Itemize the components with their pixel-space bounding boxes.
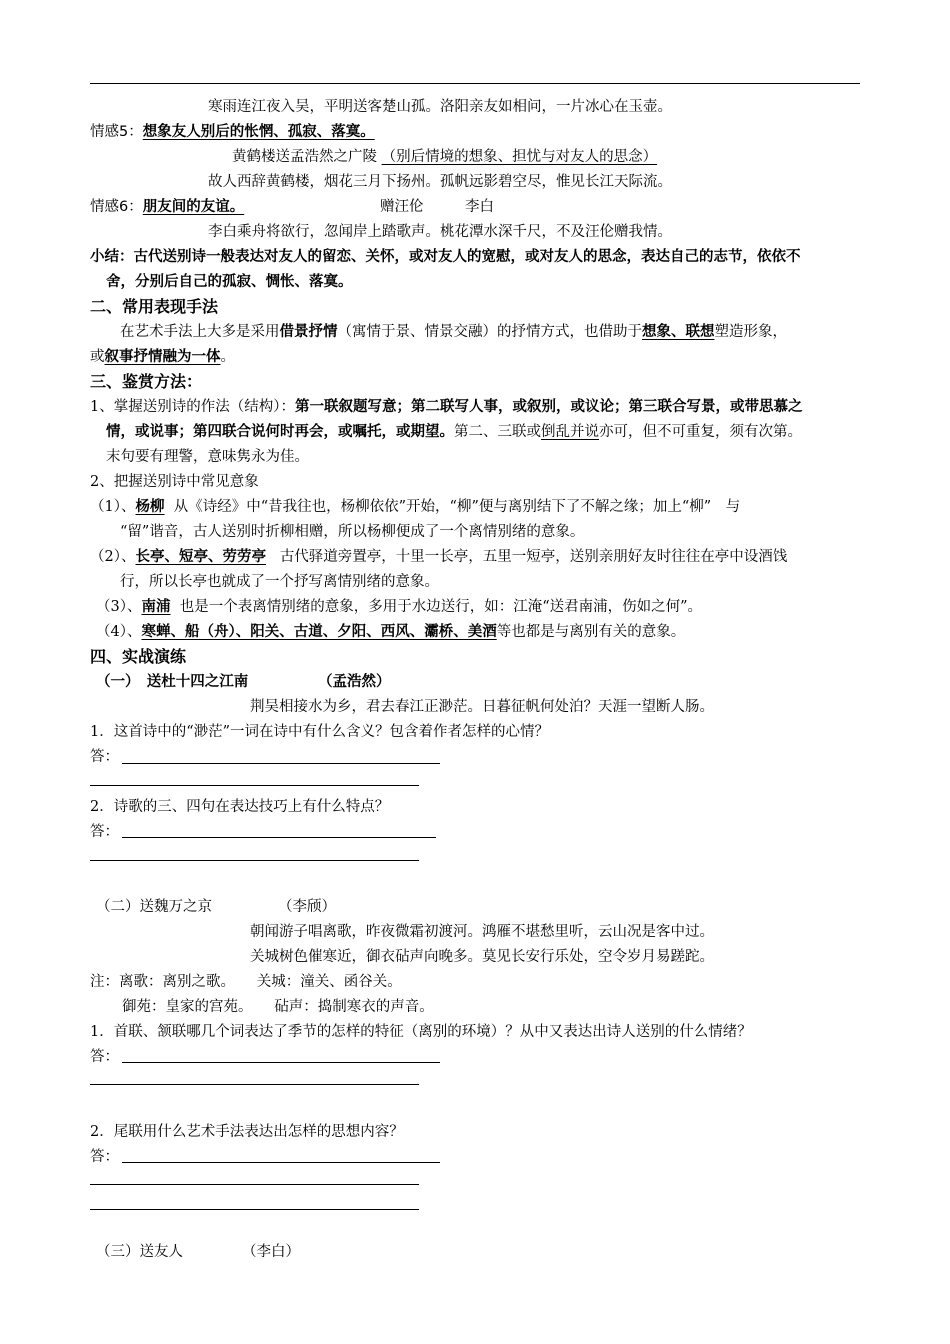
text-run: 等也都是与离别有关的意象。: [496, 624, 686, 640]
answer-line[interactable]: [122, 1062, 440, 1063]
exercise-title: （三）送友人: [96, 1244, 183, 1260]
emotion-text: 想象友人别后的怅惘、孤寂、落寞。: [142, 124, 375, 140]
method-line: 2、把握送别诗中常见意象: [90, 474, 259, 490]
exercise-author: （孟浩然）: [318, 674, 391, 690]
poem-line: 关城树色催寒近，御衣砧声向晚多。莫见长安行乐处，空令岁月易蹉跎。: [250, 949, 714, 965]
emotion-6: [90, 197, 244, 217]
emotion-text: 朋友间的友谊。: [142, 199, 245, 215]
keyword: 借景抒情: [279, 324, 338, 340]
answer-line[interactable]: [122, 837, 436, 838]
exercise-author: （李颀）: [278, 899, 336, 915]
paragraph-line: [90, 347, 235, 367]
emotion-5: [90, 122, 375, 142]
item-number: （4）、: [96, 624, 142, 640]
imagery-item: [90, 497, 740, 517]
method-line: [106, 422, 802, 442]
poem-line: 李白乘舟将欲行，忽闻岸上踏歌声。桃花潭水深千尺，不及汪伦赠我情。: [208, 224, 672, 240]
emotion-label: 情感5：: [90, 124, 143, 140]
imagery-item: [90, 547, 787, 567]
item-number: （1）、: [90, 499, 136, 515]
text-run: 亦可，但不可重复，须有次第。: [599, 424, 802, 440]
text-run: 从《诗经》中“昔我往也，杨柳依依”开始，“柳”便与离别结下了不解之缘；加上“柳” 与: [173, 499, 741, 515]
answer-label: 答：: [90, 1049, 119, 1065]
imagery-item-line: “留”谐音，古人送别时折柳相赠，所以杨柳便成了一个离情别绪的意象。: [120, 524, 585, 540]
note-line: 御苑：皇家的宫苑。 砧声：捣制寒衣的声音。: [122, 999, 434, 1015]
exercise-title: （二）送魏万之京: [96, 899, 212, 915]
text-run: 1、掌握送别诗的作法（结构）：: [90, 399, 295, 415]
keyword: 情，或说事；第四联合说何时再会，或嘱托，或期望。: [106, 424, 454, 440]
text-run: 在艺术手法上大多是采用: [120, 324, 280, 340]
keyword: 想象、联想: [642, 324, 715, 340]
note-line: 注：离歌：离别之歌。 关城：潼关、函谷关。: [90, 974, 402, 990]
header-rule: [90, 83, 860, 84]
poem-line: 朝闻游子唱离歌，昨夜微霜初渡河。鸿雁不堪愁里听，云山况是客中过。: [250, 924, 714, 940]
keyword: 杨柳: [135, 499, 165, 515]
summary-line: 舍，分别后自己的孤寂、惆怅、落寞。: [106, 274, 353, 290]
poem-author: 李白: [465, 199, 494, 215]
question: 1．这首诗中的“渺茫”一词在诗中有什么含义？包含着作者怎样的心情？: [90, 724, 550, 740]
question: 2．尾联用什么艺术手法表达出怎样的思想内容？: [90, 1124, 404, 1140]
item-number: （2）、: [90, 549, 136, 565]
text-run: 也是一个表离情别绪的意象，多用于水边送行，如：江淹“送君南浦，伤如之何”。: [179, 599, 703, 615]
answer-label: 答：: [90, 749, 119, 765]
answer-line[interactable]: [90, 1209, 419, 1210]
text-run: 或: [90, 349, 105, 365]
poem-title-line: [232, 147, 657, 167]
keyword: 第一联叙题写意；第二联写人事，或叙别，或议论；第三联合写景，或带思慕之: [294, 399, 803, 415]
question: 2．诗歌的三、四句在表达技巧上有什么特点？: [90, 799, 390, 815]
answer-line[interactable]: [90, 1184, 419, 1185]
item-number: （3）、: [96, 599, 142, 615]
method-line: [90, 397, 802, 417]
poem-title: 黄鹤楼送孟浩然之广陵: [232, 149, 377, 165]
imagery-item-line: 行，所以长亭也就成了一个抒写离情别绪的意象。: [120, 574, 439, 590]
poem-note: （别后情境的想象、担忧与对友人的思念）: [381, 149, 658, 165]
exercise-title: （一） 送杜十四之江南: [96, 674, 249, 690]
question: 1．首联、颔联哪几个词表达了季节的怎样的特征（离别的环境）？从中又表达出诗人送别的什么情绪？: [90, 1024, 752, 1040]
poem-line: 寒雨连江夜入吴，平明送客楚山孤。洛阳亲友如相问，一片冰心在玉壶。: [208, 99, 672, 115]
method-line: 末句要有理警，意味隽永为佳。: [106, 449, 309, 465]
poem-line: 故人西辞黄鹤楼，烟花三月下扬州。孤帆远影碧空尽，惟见长江天际流。: [208, 174, 672, 190]
keyword: 倒乱并说: [541, 424, 599, 440]
answer-label: 答：: [90, 824, 119, 840]
imagery-item: [96, 597, 702, 617]
keyword: 南浦: [141, 599, 171, 615]
imagery-item: [96, 622, 685, 642]
summary-line: 小结：古代送别诗一般表达对友人的留恋、关怀，或对友人的宽慰，或对友人的思念，表达自己的志节，依依不: [90, 249, 801, 265]
text-run: 塑造形象，: [714, 324, 787, 340]
text-run: （寓情于景、情景交融）的抒情方式，也借助于: [337, 324, 642, 340]
section-heading: 二、常用表现手法: [90, 297, 219, 316]
answer-line[interactable]: [90, 785, 419, 786]
answer-line[interactable]: [90, 1084, 419, 1085]
keyword: 寒蝉、船（舟）、阳关、古道、夕阳、西风、灞桥、美酒: [141, 624, 497, 640]
poem-line: 荆吴相接水为乡，君去春江正渺茫。日暮征帆何处泊？天涯一望断人肠。: [250, 699, 714, 715]
paragraph-line: [120, 322, 787, 342]
answer-label: 答：: [90, 1149, 119, 1165]
answer-line[interactable]: [90, 860, 419, 861]
answer-line[interactable]: [122, 1162, 440, 1163]
text-run: 古代驿道旁置亭，十里一长亭，五里一短亭，送别亲朋好友时往往在亭中设酒饯: [279, 549, 788, 565]
text-run: 第二、三联或: [454, 424, 541, 440]
text-run: 。: [220, 349, 235, 365]
keyword: 叙事抒情融为一体: [104, 349, 221, 365]
poem-title: 赠汪伦: [380, 199, 424, 215]
section-heading: 三、鉴赏方法：: [90, 372, 203, 391]
section-heading: 四、实战演练: [90, 647, 187, 666]
answer-line[interactable]: [122, 763, 440, 764]
keyword: 长亭、短亭、劳劳亭: [135, 549, 266, 565]
exercise-author: （李白）: [242, 1244, 300, 1260]
emotion-label: 情感6：: [90, 199, 143, 215]
